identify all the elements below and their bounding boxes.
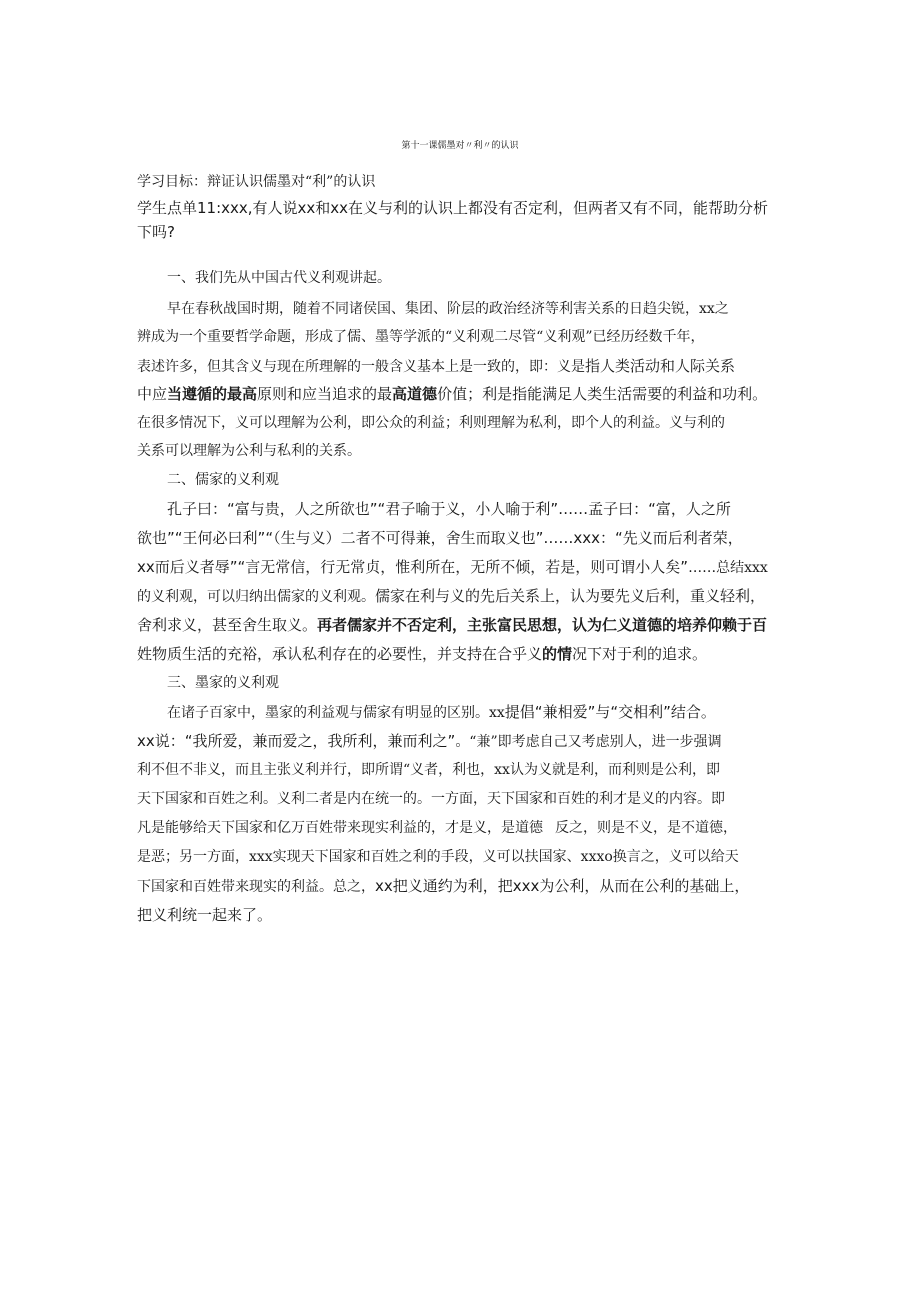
text-run: 价值；利是指能满足人类生活需要的利益和功利。	[437, 385, 768, 403]
text-run: xx说：“我所爱，兼而爱之，我所利，兼而利之”	[137, 732, 456, 750]
question-line-2: 下吗?	[137, 223, 175, 241]
text-run: 在诸子百家中，墨家的利益观与儒家有明显的区别。xx	[167, 705, 505, 721]
text-run: xx而后义者辱”“言无常信，行无常贞，惟利所在，无所不倾，若是，则可谓小人矣”	[137, 558, 689, 576]
paragraph-line: 辨成为一个重要哲学命题，形成了儒、墨等学派的“义利观二尽管“义利观”已经历经数千年，	[137, 329, 705, 345]
text-run: 原则和应当追求的最	[257, 385, 393, 403]
paragraph-line: 把义利统一起来了。	[137, 906, 273, 924]
text-run: 况下对于利的追求。	[572, 645, 708, 663]
text-run: 指人类活动和人际关系	[585, 357, 736, 375]
paragraph-line	[137, 731, 722, 753]
text-run: 凡是能够给天下国家和亿万百姓带来现实利益的，才是义，是道德	[137, 820, 543, 836]
text-run: 反之，则是不义，是不道德，	[555, 820, 737, 836]
paragraph-line: 早在春秋战国时期，随着不同诸侯国、集团、阶层的政治经济等利害关系的日趋尖锐，xx之	[167, 301, 729, 317]
section-3-heading: 三、墨家的义利观	[167, 675, 279, 691]
page-title: 第十一课儒墨对〃利〃的认识	[401, 141, 519, 151]
paragraph-line: 天下国家和百姓之利。义利二者是内在统一的。一方面，天下国家和百姓的利才是义的内容。即	[137, 791, 725, 807]
paragraph-line	[137, 384, 767, 404]
text-run: 高道德	[392, 385, 438, 403]
paragraph-line	[137, 356, 735, 378]
question-line-1: 学生点单11:xxx,有人说xx和xx在义与利的认识上都没有否定利，但两者又有不同，能帮助分析	[137, 199, 769, 217]
section-1-heading: 一、我们先从中国古代义利观讲起。	[167, 270, 391, 286]
text-run: 的情	[542, 645, 573, 663]
paragraph-line	[137, 557, 768, 579]
text-run: 姓物质生活的充裕，承认私利存在的必要性，并支持在合乎义	[137, 645, 543, 663]
text-run: 舍利求义，甚至舍生取义。	[137, 616, 318, 634]
paragraph-line	[137, 644, 707, 664]
text-run: 中应	[137, 385, 168, 403]
paragraph-line	[137, 818, 737, 838]
text-run: 儒家在利与义的先后关系上，认为要先义后利，重义轻利，	[375, 587, 766, 605]
text-run: 表述许多，但其含义与现在所理解的一般含义基本上是一致的，即：义是	[137, 359, 585, 375]
paragraph-line	[137, 586, 765, 608]
text-run: 当遵循的最高	[167, 385, 258, 403]
paragraph-line	[167, 702, 716, 724]
text-run: ……总结xxx	[688, 560, 768, 576]
paragraph-line	[137, 615, 767, 635]
text-run: 提倡“兼相爱”与“交相利”结合。	[504, 703, 716, 721]
student-question	[137, 196, 797, 244]
paragraph-line: 欲也”“王何必曰利”“（生与义）二者不可得兼，舍生而取义也”……xxx：“先义而后利者荣，	[137, 529, 743, 547]
text-run: 。“兼”即考虑自己又考虑别人，进一步强调	[455, 734, 722, 750]
paragraph-line: 在很多情况下，义可以理解为公利，即公众的利益；利则理解为私利，即个人的利益。义与利的	[137, 415, 725, 431]
text-run: xx把义通约为利，把xxx为公利，从而在公利的基础上，	[375, 877, 750, 895]
section-2-heading: 二、儒家的义利观	[167, 472, 279, 488]
paragraph-line: 利不但不非义，而且主张义利并行，即所谓“义者，利也，xx认为义就是利，而利则是公利，即	[137, 762, 720, 778]
text-run: 下国家和百姓带来现实的利益。总之，	[137, 879, 375, 895]
paragraph-line: 关系可以理解为公利与私利的关系。	[137, 443, 361, 459]
paragraph-line: 孔子曰：“富与贵，人之所欲也”“君子喻于义，小人喻于利”……孟子曰：“富，人之所	[167, 500, 731, 518]
text-run: 的义利观，可以归纳出儒家的义利观。	[137, 589, 375, 605]
learning-goal: 学习目标：辩证认识儒墨对“利”的认识	[137, 174, 376, 190]
text-run: 再者儒家并不否定利，主张富民思想，认为仁义道德的培养仰赖于百	[317, 616, 768, 634]
paragraph-line: 是恶；另一方面，xxx实现天下国家和百姓之利的手段，义可以扶国家、xxxo换言之，义可以给天	[137, 849, 739, 865]
paragraph-line	[137, 876, 749, 898]
